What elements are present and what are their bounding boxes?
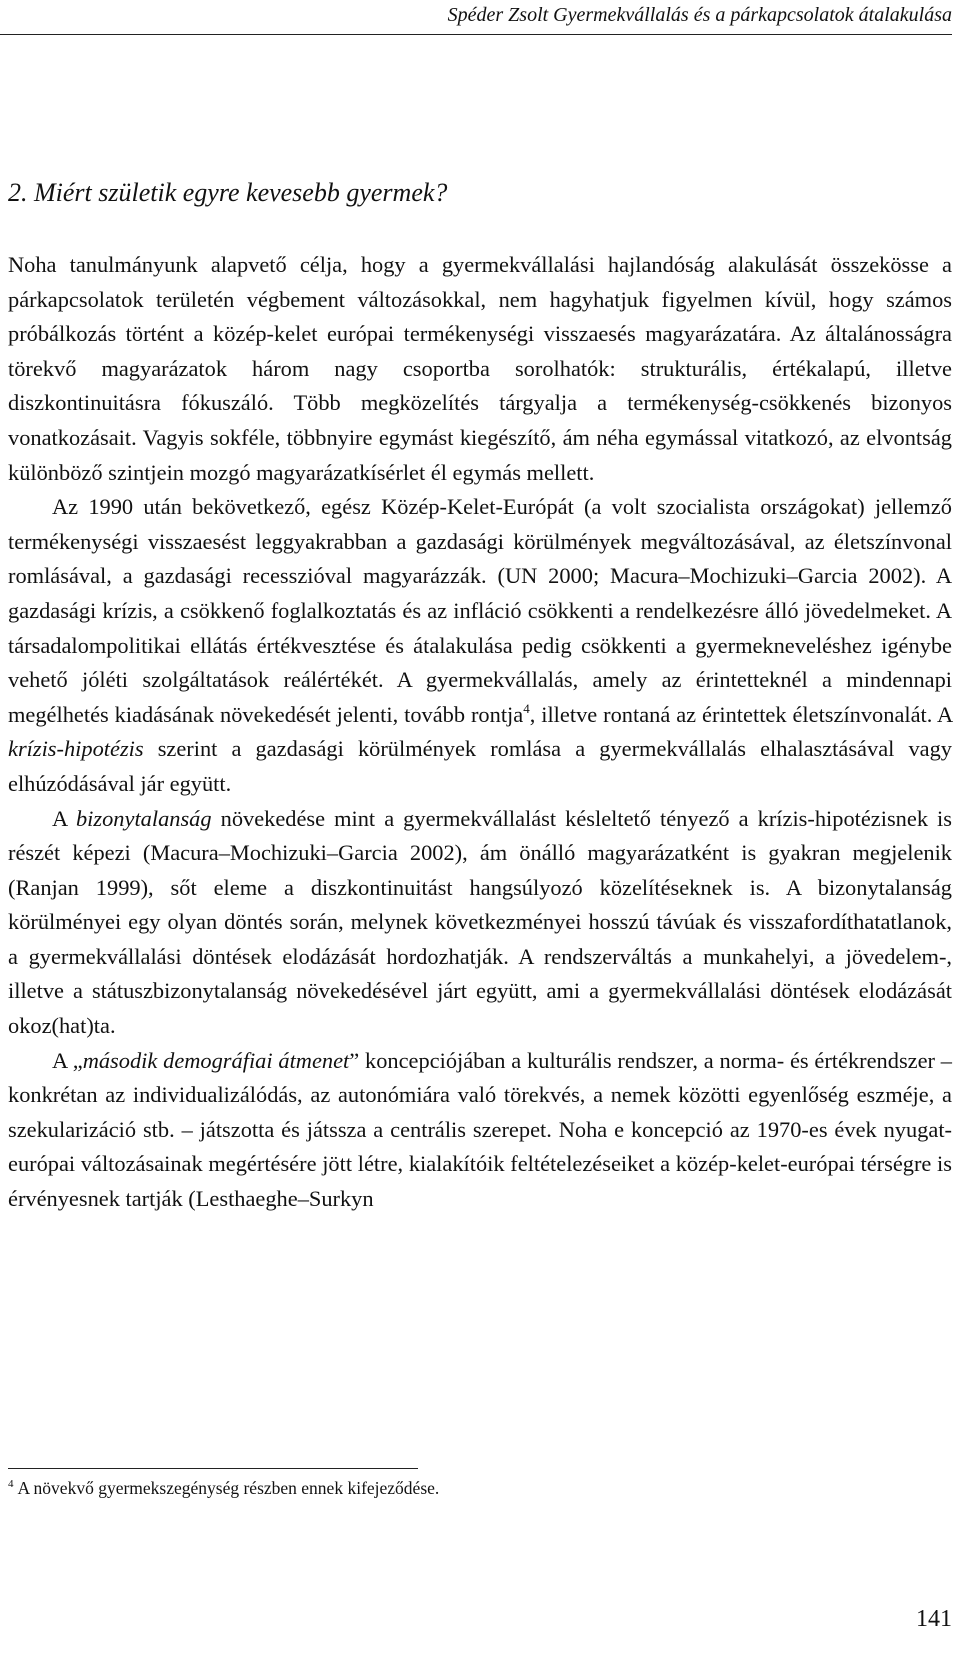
paragraph (8, 490, 952, 801)
footnote-text: A növekvő gyermekszegénység részben ennek kifejeződése. (17, 1478, 440, 1498)
paragraph-text: ” koncepciójában a kulturális rendszer, a norma- és értékrendszer – konkrétan az individualizálódás, az autonómiára való törekvés, a nemek közötti egyenlőség eszméje, a szekularizáció stb. – játszotta és játssza a centrális szerepet. Noha e koncepció az 1970-es évek nyugat-európai változásainak megértésére jött létre, kialakítóik feltételezéseiket a közép-kelet-európai térségre is érvényesnek tartják (Lesthaeghe–Surkyn (8, 1047, 952, 1212)
footnote-reference: 4 (523, 700, 530, 716)
paragraph-text: , illetve rontaná az érintettek életszínvonalát. A (529, 701, 952, 727)
emphasis-term: krízis-hipotézis (8, 736, 144, 762)
paragraph-text: növekedése mint a gyermekvállalást késleltető tényező a krízis-hipotézisnek is részét képezi (Macura–Mochizuki–Garcia 2002), ám önálló magyarázatként is gyakran megjelenik (Ranjan 1999), sőt eleme a diszkontinuitást hangsúlyozó közelítéseknek is. A bizonytalanság körülményei egy olyan döntés során, melynek következményei hosszú távúak és visszafordíthatatlanok, a gyermekvállalási döntések elodázását hordozhatják. A rendszerváltás a munkahelyi, a jövedelem-, illetve a státuszbizonytalanság növekedésével járt együtt, ami a gyermekvállalási döntések elodázását okoz(hat)ta. (8, 805, 952, 1039)
running-header: Spéder Zsolt Gyermekvállalás és a párkapcsolatok átalakulása (447, 4, 952, 26)
paragraph-text: Noha tanulmányunk alapvető célja, hogy a gyermekvállalási hajlandóság alakulását összekösse a párkapcsolatok területén végbement változásokkal, nem hagyhatjuk figyelmen kívül, hogy számos próbálkozás történt a közép-kelet európai termékenységi visszaesés magyarázatára. Az általánosságra törekvő magyarázatok három nagy csoportba sorolhatók: strukturális, értékalapú, illetve diszkontinuitásra fókuszáló. Több megközelítés tárgyalja a termékenység-csökkenés bizonyos vonatkozásait. Vagyis sokféle, többnyire egymást kiegészítő, ám néha egymással vitatkozó, az elvontság különböző szintjein mozgó magyarázatkísérlet él egymás mellett. (8, 252, 952, 485)
page-number: 141 (916, 1606, 952, 1632)
section-title: 2. Miért születik egyre kevesebb gyermek? (8, 178, 448, 207)
paragraph-text: Az 1990 után bekövetkező, egész Közép-Kelet-Európát (a volt szocialista országokat) jellemző termékenységi visszaesést leggyakrabban a gazdasági körülmények megváltozásával, az életszínvonal romlásával, a gazdasági recesszióval magyarázzák. (UN 2000; Macura–Mochizuki–Garcia 2002). A gazdasági krízis, a csökkenő foglalkoztatás és az infláció csökkenti a rendelkezésre álló jövedelmeket. A társadalompolitikai ellátás értékvesztése és átalakulása pedig csökkenti a gyermekneveléshez igénybe vehető jóléti szolgáltatások reálértékét. A gyermekvállalás, amely az érintetteknél a mindennapi megélhetés kiadásának növekedését jelenti, tovább rontja (8, 494, 952, 727)
paragraph (8, 1044, 952, 1217)
emphasis-term: bizonytalanság (75, 805, 212, 831)
paragraph-text: szerint a gazdasági körülmények romlása a gyermekvállalás elhalasztásával vagy elhúzódásával jár együtt. (8, 736, 952, 796)
paragraph (8, 248, 952, 490)
header-divider (0, 34, 952, 35)
emphasis-term: második demográfiai átmenet (82, 1047, 350, 1073)
footnote (8, 1478, 439, 1499)
paragraph (8, 802, 952, 1044)
body-text (8, 248, 952, 1217)
paragraph-text: A „ (52, 1047, 83, 1073)
footnote-mark: 4 (8, 1478, 14, 1490)
paragraph-text: A (52, 805, 76, 831)
footnote-divider (8, 1468, 418, 1469)
